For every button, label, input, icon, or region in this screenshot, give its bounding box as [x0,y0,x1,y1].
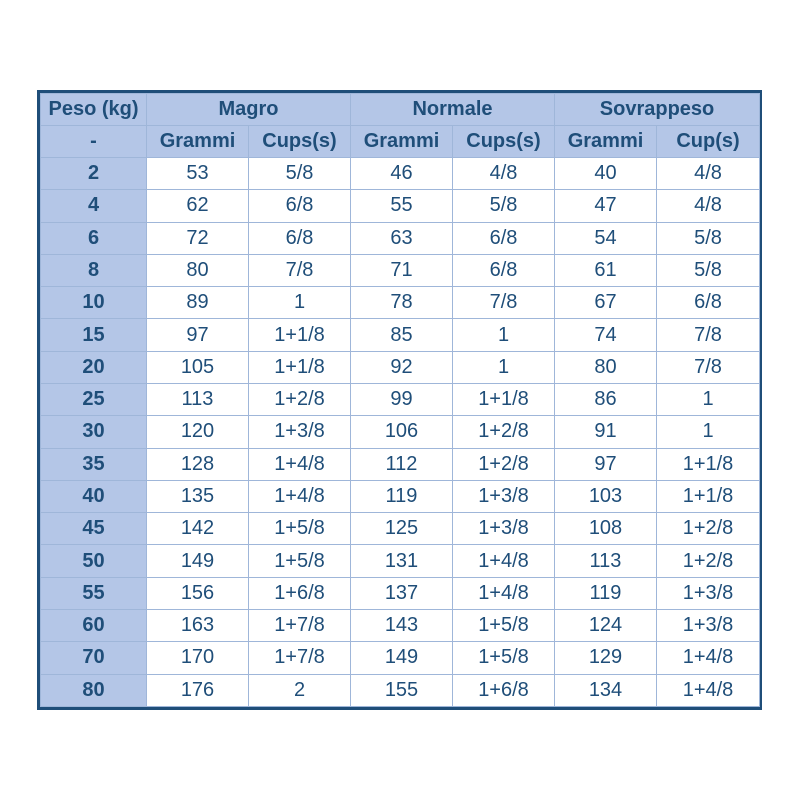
sovrappeso-cups-cell: 1+4/8 [657,642,760,674]
peso-dash: - [41,126,147,158]
magro-grammi-cell: 113 [147,383,249,415]
peso-cell: 35 [41,448,147,480]
sovrappeso-grammi-cell: 67 [555,287,657,319]
sovrappeso-grammi-cell: 134 [555,674,657,707]
magro-cups-cell: 1+5/8 [249,513,351,545]
table-row [41,609,760,641]
group-header-row [41,94,760,126]
table-row [41,513,760,545]
magro-grammi-cell: 97 [147,319,249,351]
sovrappeso-cups-cell: 1+3/8 [657,577,760,609]
table-row [41,383,760,415]
normale-grammi-cell: 149 [351,642,453,674]
sovrappeso-cups-cell: 7/8 [657,351,760,383]
magro-grammi-cell: 156 [147,577,249,609]
sub-header-cups: Cups(s) [249,126,351,158]
normale-grammi-cell: 155 [351,674,453,707]
normale-cups-cell: 7/8 [453,287,555,319]
peso-cell: 55 [41,577,147,609]
sovrappeso-cups-cell: 5/8 [657,254,760,286]
table-row [41,642,760,674]
magro-cups-cell: 1+1/8 [249,319,351,351]
peso-cell: 80 [41,674,147,707]
table-row [41,480,760,512]
magro-cups-cell: 1 [249,287,351,319]
peso-cell: 8 [41,254,147,286]
sub-header-row [41,126,760,158]
sovrappeso-grammi-cell: 103 [555,480,657,512]
normale-grammi-cell: 99 [351,383,453,415]
magro-cups-cell: 1+4/8 [249,480,351,512]
normale-cups-cell: 1+5/8 [453,642,555,674]
peso-header: Peso (kg) [41,94,147,126]
peso-cell: 60 [41,609,147,641]
sovrappeso-grammi-cell: 40 [555,158,657,190]
sovrappeso-grammi-cell: 80 [555,351,657,383]
normale-grammi-cell: 63 [351,222,453,254]
magro-grammi-cell: 89 [147,287,249,319]
magro-grammi-cell: 135 [147,480,249,512]
magro-grammi-cell: 120 [147,416,249,448]
peso-cell: 25 [41,383,147,415]
sovrappeso-grammi-cell: 97 [555,448,657,480]
magro-cups-cell: 1+3/8 [249,416,351,448]
magro-cups-cell: 6/8 [249,190,351,222]
peso-cell: 4 [41,190,147,222]
magro-grammi-cell: 149 [147,545,249,577]
table-body [41,158,760,707]
sub-header-grammi: Grammi [147,126,249,158]
magro-cups-cell: 1+2/8 [249,383,351,415]
magro-grammi-cell: 72 [147,222,249,254]
peso-cell: 50 [41,545,147,577]
sovrappeso-grammi-cell: 74 [555,319,657,351]
magro-grammi-cell: 62 [147,190,249,222]
sub-header-grammi: Grammi [351,126,453,158]
normale-cups-cell: 6/8 [453,222,555,254]
sovrappeso-cups-cell: 1 [657,383,760,415]
table-row [41,545,760,577]
magro-cups-cell: 1+6/8 [249,577,351,609]
sovrappeso-cups-cell: 5/8 [657,222,760,254]
magro-cups-cell: 5/8 [249,158,351,190]
normale-cups-cell: 1+5/8 [453,609,555,641]
normale-grammi-cell: 92 [351,351,453,383]
magro-grammi-cell: 176 [147,674,249,707]
magro-cups-cell: 1+7/8 [249,609,351,641]
table-row [41,416,760,448]
normale-grammi-cell: 106 [351,416,453,448]
sovrappeso-cups-cell: 4/8 [657,190,760,222]
normale-cups-cell: 1+1/8 [453,383,555,415]
group-header-sovrappeso: Sovrappeso [555,94,760,126]
normale-cups-cell: 1+4/8 [453,577,555,609]
magro-cups-cell: 1+4/8 [249,448,351,480]
normale-grammi-cell: 137 [351,577,453,609]
magro-grammi-cell: 80 [147,254,249,286]
normale-grammi-cell: 112 [351,448,453,480]
normale-grammi-cell: 85 [351,319,453,351]
sovrappeso-cups-cell: 1+1/8 [657,448,760,480]
feeding-table [40,93,760,707]
sovrappeso-cups-cell: 1+1/8 [657,480,760,512]
peso-cell: 70 [41,642,147,674]
normale-grammi-cell: 125 [351,513,453,545]
feeding-table-frame [37,90,762,710]
sub-header-cups: Cups(s) [453,126,555,158]
table-row [41,190,760,222]
normale-cups-cell: 6/8 [453,254,555,286]
sovrappeso-cups-cell: 1 [657,416,760,448]
normale-grammi-cell: 71 [351,254,453,286]
sovrappeso-grammi-cell: 124 [555,609,657,641]
table-row [41,351,760,383]
sovrappeso-grammi-cell: 129 [555,642,657,674]
table-row [41,287,760,319]
normale-cups-cell: 1 [453,319,555,351]
table-row [41,674,760,707]
peso-cell: 10 [41,287,147,319]
normale-cups-cell: 4/8 [453,158,555,190]
sub-header-cups: Cup(s) [657,126,760,158]
sovrappeso-grammi-cell: 61 [555,254,657,286]
normale-grammi-cell: 46 [351,158,453,190]
normale-grammi-cell: 119 [351,480,453,512]
normale-cups-cell: 1+2/8 [453,448,555,480]
magro-grammi-cell: 105 [147,351,249,383]
peso-cell: 45 [41,513,147,545]
sovrappeso-grammi-cell: 119 [555,577,657,609]
peso-cell: 15 [41,319,147,351]
table-row [41,319,760,351]
magro-cups-cell: 1+7/8 [249,642,351,674]
normale-grammi-cell: 143 [351,609,453,641]
sovrappeso-cups-cell: 1+2/8 [657,513,760,545]
table-row [41,448,760,480]
sovrappeso-grammi-cell: 108 [555,513,657,545]
peso-cell: 30 [41,416,147,448]
normale-cups-cell: 1+3/8 [453,480,555,512]
normale-cups-cell: 1+3/8 [453,513,555,545]
magro-cups-cell: 6/8 [249,222,351,254]
magro-grammi-cell: 170 [147,642,249,674]
normale-grammi-cell: 78 [351,287,453,319]
sovrappeso-grammi-cell: 86 [555,383,657,415]
magro-cups-cell: 7/8 [249,254,351,286]
magro-grammi-cell: 128 [147,448,249,480]
sovrappeso-cups-cell: 1+3/8 [657,609,760,641]
peso-cell: 2 [41,158,147,190]
peso-cell: 40 [41,480,147,512]
magro-grammi-cell: 163 [147,609,249,641]
peso-cell: 6 [41,222,147,254]
magro-cups-cell: 1+5/8 [249,545,351,577]
sovrappeso-cups-cell: 1+4/8 [657,674,760,707]
sovrappeso-cups-cell: 7/8 [657,319,760,351]
sovrappeso-grammi-cell: 113 [555,545,657,577]
peso-cell: 20 [41,351,147,383]
normale-cups-cell: 5/8 [453,190,555,222]
normale-cups-cell: 1+6/8 [453,674,555,707]
normale-cups-cell: 1+2/8 [453,416,555,448]
table-row [41,158,760,190]
sub-header-grammi: Grammi [555,126,657,158]
sovrappeso-grammi-cell: 91 [555,416,657,448]
table-row [41,577,760,609]
table-row [41,254,760,286]
magro-grammi-cell: 53 [147,158,249,190]
magro-grammi-cell: 142 [147,513,249,545]
magro-cups-cell: 1+1/8 [249,351,351,383]
sovrappeso-cups-cell: 6/8 [657,287,760,319]
normale-grammi-cell: 55 [351,190,453,222]
group-header-normale: Normale [351,94,555,126]
normale-cups-cell: 1 [453,351,555,383]
sovrappeso-grammi-cell: 54 [555,222,657,254]
sovrappeso-grammi-cell: 47 [555,190,657,222]
table-row [41,222,760,254]
group-header-magro: Magro [147,94,351,126]
normale-grammi-cell: 131 [351,545,453,577]
normale-cups-cell: 1+4/8 [453,545,555,577]
sovrappeso-cups-cell: 4/8 [657,158,760,190]
sovrappeso-cups-cell: 1+2/8 [657,545,760,577]
magro-cups-cell: 2 [249,674,351,707]
